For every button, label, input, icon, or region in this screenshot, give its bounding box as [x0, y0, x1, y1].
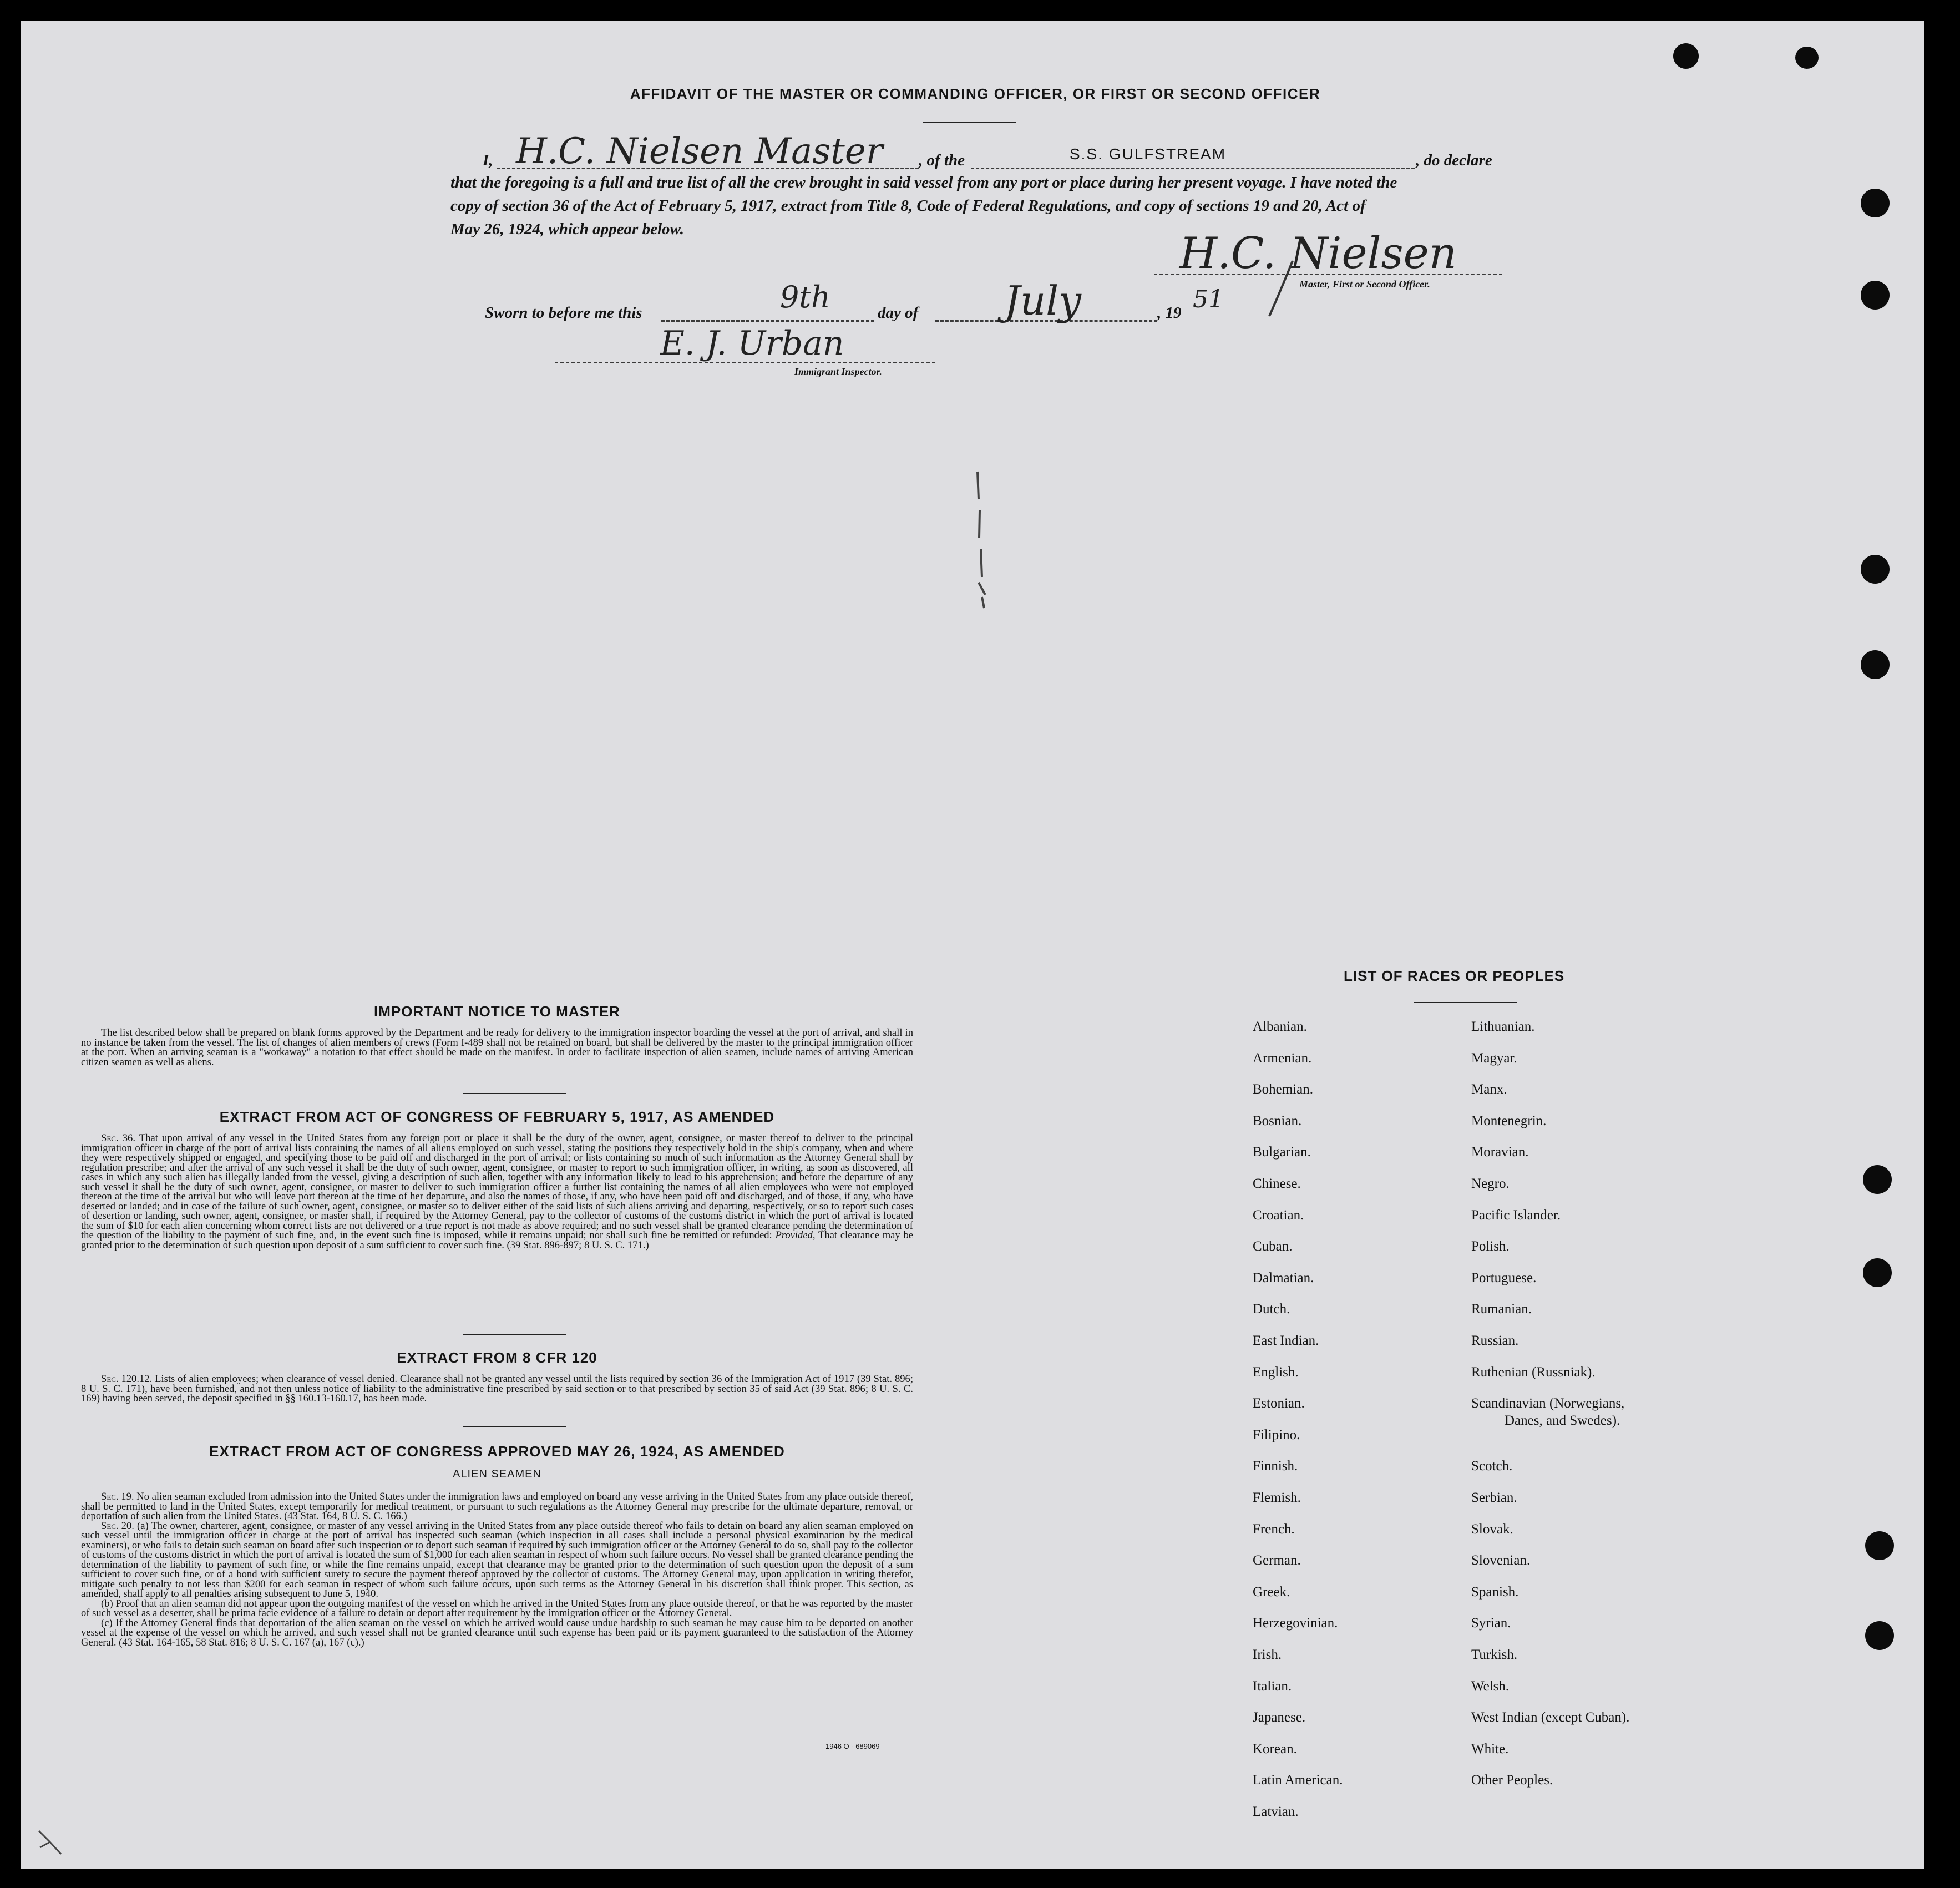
punch-hole: [1865, 1531, 1894, 1560]
punch-hole: [1861, 650, 1890, 679]
master-signature: H.C. Nielsen: [1179, 229, 1457, 279]
declaration-line-2: copy of section 36 of the Act of February 5, 1917, extract from Title 8, Code of Federal Regulations, and copy of sections 19 and 20, Act of: [450, 197, 1366, 215]
year-prefix: , 19: [1157, 304, 1182, 322]
race-item: Negro.: [1471, 1176, 1510, 1191]
race-item: Chinese.: [1253, 1176, 1301, 1191]
divider: [463, 1426, 566, 1427]
race-item: Slovak.: [1471, 1521, 1513, 1537]
alien-seamen-subtitle: ALIEN SEAMEN: [453, 1468, 541, 1480]
punch-hole: [1861, 189, 1890, 217]
race-item: Slovenian.: [1471, 1553, 1531, 1568]
sec-20-label: Sec. 20.: [101, 1520, 134, 1532]
race-item: Welsh.: [1471, 1678, 1510, 1694]
race-item: Danes, and Swedes).: [1505, 1413, 1620, 1429]
race-item: Russian.: [1471, 1333, 1519, 1348]
race-item: Herzegovinian.: [1253, 1616, 1338, 1631]
race-item: Greek.: [1253, 1584, 1290, 1600]
inspector-signature: E. J. Urban: [660, 324, 844, 363]
race-item: English.: [1253, 1364, 1299, 1380]
race-item: Moravian.: [1471, 1145, 1529, 1160]
sec-36-text: That upon arrival of any vessel in the United States from any foreign port or place it shall be the duty of the owner, agent, consignee, or master thereof to deliver to the principal immigration officer in charge of the port of arrival lists containing the names of all aliens employed on such vessel, stating the positions they respectively hold in the ship's company, when and where they were respectively shipped or engaged, and specifying those to be paid off and discharged in the port of arrival; or lists containing so much of such information as the Attorney General shall by regulation prescribe; and after the arrival of any such vessel it shall be the duty of such owner, agent, consignee, or master to report to such immigration officer, in writing, as soon as discovered, all cases in which any such alien has illegally landed from the vessel, giving a description of such alien, together with any information likely to lead to his apprehension; and before the departure of any such vessel it shall be the duty of such owner, agent, consignee, or master to deliver to such immigration officer a further list containing the names of all alien employees who were not employed thereon at the time of the arrival but who will leave port thereon at the time of her departure, and also the names of those, if any, who have been paid off and discharged, and of those, if any, who have deserted or landed; and in case of the failure of such owner, agent, consignee, or master so to deliver either of the said lists of such aliens arriving and departing, respectively, or so to report such cases of desertion or landing, such owner, agent, consignee, or master shall, if required by the Attorney General, pay to the collector of customs of the customs district in which the port of arrival is located the sum of $10 for each alien concerning whom correct lists are not delivered or a true report is not made as above required; and no such vessel shall be granted clearance pending the determination of the question of the liability to the payment of such fine, and, in the event such fine is imposed, while it remains unpaid; nor shall such fine be remitted or refunded:: [81, 1132, 913, 1241]
signature-line: [1154, 274, 1502, 275]
punch-hole: [1863, 1165, 1892, 1194]
race-item: Montenegrin.: [1471, 1113, 1547, 1128]
month-handwritten: July: [1004, 277, 1081, 324]
notice-paragraph: The list described below shall be prepared on blank forms approved by the Department and be ready for delivery to the immigration inspector boarding the vessel at the port of arrival, and shall in no instance be taken from the vessel. The list of changes of alien members of crews (Form I-489 shall not be retained on board, but shall be delivered by the master to the principal immigration officer at the port. When an arriving seaman is a "workaway" a notation to that effect should be made on the manifest. In order to facilitate inspection of alien seamen, include names of arriving American citizen seamen as well as aliens.: [81, 1027, 913, 1068]
i-label: I,: [483, 151, 493, 169]
extract-cfr-body: [81, 1374, 913, 1404]
sec-20b-text: (b) Proof that an alien seaman did not appear upon the outgoing manifest of the vessel on which he arrived in the United States from any place outside thereof, or that he was reported by the master of such vessel as a deserter, shall be prima facie evidence of a failure to detain or deport after requirement by the immigration officer or the Attorney General.: [81, 1597, 913, 1619]
race-item: Japanese.: [1253, 1710, 1306, 1725]
divider: [463, 1093, 566, 1094]
print-code: 1946 O - 689069: [825, 1742, 880, 1750]
race-item: Polish.: [1471, 1239, 1510, 1254]
race-item: Portuguese.: [1471, 1270, 1537, 1285]
declaration-line-3: May 26, 1924, which appear below.: [450, 220, 685, 238]
stray-ink-mark: [965, 466, 999, 610]
race-item: Albanian.: [1253, 1019, 1307, 1034]
title-divider: [923, 122, 1016, 123]
of-the-label: , of the: [919, 151, 965, 169]
race-item: Scotch.: [1471, 1459, 1513, 1474]
do-declare-label: , do declare: [1416, 151, 1492, 169]
inspector-caption: Immigrant Inspector.: [794, 366, 883, 377]
notice-body: [81, 1028, 913, 1067]
sec-19-text: No alien seaman excluded from admission into the United States under the immigration laws and employed on board any vesse arriving in the United States from any place outside thereof, shall be permitted to land in the United States, except temporarily for medical treatment, or pursuant to such regulations as the Attorney General may prescribe for the ultimate departure, removal, or deportation of such alien from the United States. (43 Stat. 164, 8 U. S. C. 166.): [81, 1491, 913, 1522]
divider: [463, 1334, 566, 1335]
day-of-label: day of: [878, 304, 919, 322]
race-item: Bulgarian.: [1253, 1145, 1311, 1160]
race-item: Estonian.: [1253, 1396, 1305, 1411]
sec-20c-text: (c) If the Attorney General finds that deportation of the alien seaman on the vessel on which he arrived would cause undue hardship to such seaman he may cause him to be deported on another vessel at the expense of the vessel on which he arrived, and such vessel shall not be granted clearance until such expense has been paid or its payment guaranteed to the satisfaction of the Attorney General. (43 Stat. 164-165, 58 Stat. 816; 8 U. S. C. 167 (a), 167 (c).): [81, 1617, 913, 1648]
race-item: Dalmatian.: [1253, 1270, 1314, 1285]
race-item: Spanish.: [1471, 1584, 1519, 1600]
race-item: Irish.: [1253, 1647, 1282, 1662]
signature-caption: Master, First or Second Officer.: [1299, 279, 1430, 290]
race-item: Armenian.: [1253, 1050, 1312, 1066]
race-item: Scandinavian (Norwegians,: [1471, 1396, 1625, 1411]
corner-mark: [33, 1825, 67, 1859]
vessel-name: S.S. GULFSTREAM: [1070, 145, 1227, 163]
sec-120-text: Lists of alien employees; when clearance of vessel denied. Clearance shall not be granted any vessel until the lists required by section 36 of the Immigration Act of 1917 (39 Stat. 896; 8 U. S. C. 171), have been furnished, and not then unless notice of liability to the administrative fine prescribed by said section or to that prescribed by section 35 of said Act (39 Stat. 896; 8 U. S. C. 169) having been served, the deposit specified in §§ 160.13-160.17, has been made.: [81, 1373, 914, 1404]
race-item: Serbian.: [1471, 1490, 1517, 1505]
extract-1917-title: EXTRACT FROM ACT OF CONGRESS OF FEBRUARY 5, 1917, AS AMENDED: [219, 1108, 775, 1125]
punch-hole: [1863, 1258, 1892, 1287]
race-item: German.: [1253, 1553, 1301, 1568]
sworn-label: Sworn to before me this: [485, 304, 642, 322]
race-item: Latvian.: [1253, 1804, 1299, 1819]
sec-20a-text: (a) The owner, charterer, agent, consignee, or master of any vessel arriving in the United States from any place outside thereof who fails to detain on board any alien seaman employed on such vessel until the immigration officer in charge at the port of arrival has inspected such seaman (which inspection in all cases shall include a personal physical examination by the medical examiners), or who fails to detain such seaman on board after such inspection or to deport such seaman if required by such immigration officer or the Attorney General to do so, shall pay to the collector of customs of the customs district in which the port of arrival is located the sum of $1,000 for each alien seaman in respect of whom such failure occurs. No vessel shall be granted clearance pending the determination of the liability to payment of such fine, or while the fine remains unpaid, except that clearance may be granted prior to the determination of such question upon the deposit of a sum sufficient to cover such fine, or of a bond with sufficient surety to secure the payment thereof approved by the collector of customs. The Attorney General may, upon application in writing therefor, mitigate such penalty to not less than $200 for each seaman in respect of whom such failure occurs, upon such terms as the Attorney General in his discretion shall think proper. This section, as amended, shall apply to all penalties arising subsequent to June 5, 1940.: [81, 1520, 913, 1600]
race-item: French.: [1253, 1521, 1295, 1537]
race-item: Lithuanian.: [1471, 1019, 1535, 1034]
race-item: Cuban.: [1253, 1239, 1293, 1254]
extract-1924-title: EXTRACT FROM ACT OF CONGRESS APPROVED MAY 26, 1924, AS AMENDED: [209, 1443, 785, 1460]
race-item: Rumanian.: [1471, 1302, 1532, 1317]
punch-hole: [1861, 555, 1890, 584]
sec-36-label: Sec. 36.: [101, 1132, 135, 1144]
punch-hole: [1861, 281, 1890, 310]
punch-hole: [1795, 47, 1819, 69]
sec-19-label: Sec. 19.: [101, 1491, 134, 1502]
master-handwritten: H.C. Nielsen Master: [516, 131, 883, 172]
day-handwritten: 9th: [780, 280, 830, 315]
extract-cfr-title: EXTRACT FROM 8 CFR 120: [397, 1349, 597, 1366]
race-item: Syrian.: [1471, 1616, 1511, 1631]
race-item: Pacific Islander.: [1471, 1207, 1561, 1223]
extract-1917-body: [81, 1133, 913, 1250]
sec-120-label: Sec. 120.12.: [101, 1373, 153, 1385]
punch-hole: [1673, 43, 1699, 69]
notice-title: IMPORTANT NOTICE TO MASTER: [374, 1003, 620, 1020]
inspector-line: [555, 362, 935, 363]
race-item: Bosnian.: [1253, 1113, 1302, 1128]
affidavit-title: AFFIDAVIT OF THE MASTER OR COMMANDING OFFICER, OR FIRST OR SECOND OFFICER: [630, 85, 1321, 102]
declaration-line-1: that the foregoing is a full and true list of all the crew brought in said vessel from any port or place during her present voyage. I have noted the: [450, 174, 1397, 191]
race-item: Bohemian.: [1253, 1082, 1314, 1097]
race-item: Filipino.: [1253, 1427, 1300, 1442]
race-item: Croatian.: [1253, 1207, 1304, 1223]
race-item: Other Peoples.: [1471, 1773, 1553, 1788]
race-item: Italian.: [1253, 1678, 1292, 1694]
race-item: Ruthenian (Russniak).: [1471, 1364, 1596, 1380]
year-handwritten: 51: [1193, 285, 1224, 313]
race-item: White.: [1471, 1741, 1509, 1757]
proviso-text: That clearance may be granted prior to the determination of such question upon deposit of a sum sufficient to cover such fine. (39 Stat. 896-897; 8 U. S. C. 171.): [81, 1229, 913, 1251]
race-item: East Indian.: [1253, 1333, 1319, 1348]
race-item: Magyar.: [1471, 1050, 1517, 1066]
race-item: Latin American.: [1253, 1773, 1343, 1788]
race-item: Finnish.: [1253, 1459, 1298, 1474]
race-item: Dutch.: [1253, 1302, 1290, 1317]
day-line: [661, 320, 874, 322]
race-item: West Indian (except Cuban).: [1471, 1710, 1630, 1725]
race-item: Manx.: [1471, 1082, 1507, 1097]
extract-1924-body: [81, 1492, 913, 1647]
vessel-name-line: [971, 168, 1415, 169]
races-title: LIST OF RACES OR PEOPLES: [1344, 968, 1565, 984]
race-item: Korean.: [1253, 1741, 1297, 1757]
divider: [1414, 1002, 1517, 1003]
race-item: Flemish.: [1253, 1490, 1301, 1505]
pen-stroke: [1265, 255, 1298, 322]
race-item: Turkish.: [1471, 1647, 1518, 1662]
punch-hole: [1865, 1621, 1894, 1650]
proviso-label: Provided,: [775, 1229, 816, 1241]
